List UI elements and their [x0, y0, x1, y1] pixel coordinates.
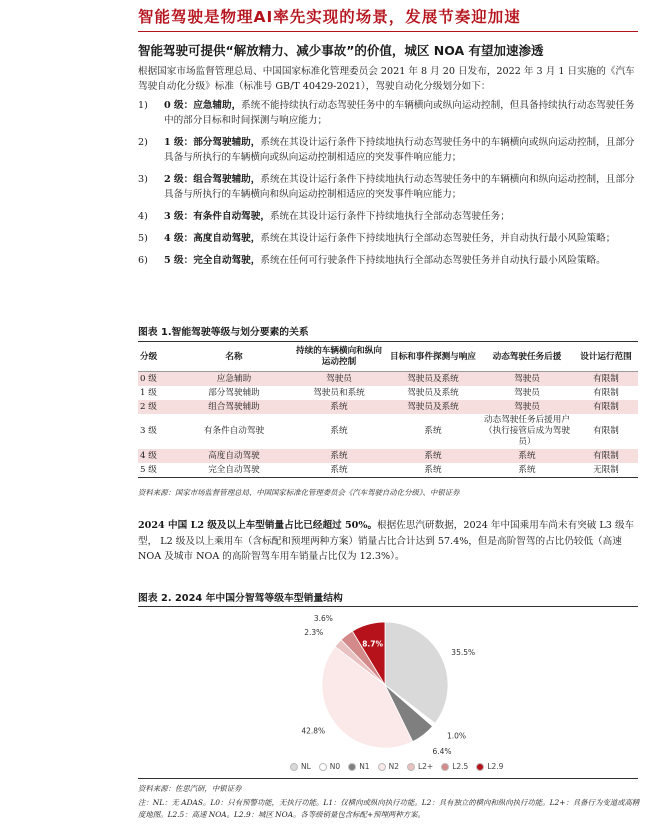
- table-cell: 系统: [292, 400, 386, 414]
- table-row: [138, 414, 638, 449]
- table-cell: 3 级: [140, 426, 157, 436]
- legend-swatch: [348, 763, 356, 771]
- level-item: [138, 231, 638, 246]
- legend-swatch: [476, 763, 484, 771]
- level-description: 系统在其设计运行条件下持续地执行动态驾驶任务中的车辆横向或纵向运动控制，且部分具备与所执行的车辆横向或纵向运动控制相适应的突发事件响应能力；: [164, 137, 635, 163]
- level-item: [138, 135, 638, 165]
- column-header: 分级: [138, 343, 176, 372]
- table-cell: 4 级: [138, 449, 176, 463]
- level-item: [138, 209, 638, 224]
- table-cell: 系统: [424, 426, 442, 436]
- legend-swatch: [319, 763, 327, 771]
- column-header: 名称: [176, 343, 292, 372]
- level-number: 6): [138, 255, 148, 266]
- level-item: [138, 172, 638, 202]
- table-cell: 有限制: [574, 372, 638, 387]
- level-number: 3): [138, 174, 148, 185]
- level-number: 5): [138, 233, 148, 244]
- table-cell: 2 级: [138, 400, 176, 414]
- level-list: [138, 98, 638, 275]
- table-cell: 0 级: [138, 372, 176, 387]
- column-header: 持续的车辆横向和纵向运动控制: [292, 343, 386, 372]
- table-cell: 系统: [292, 449, 386, 463]
- legend-label: L2+: [417, 762, 434, 771]
- legend-swatch: [407, 763, 415, 771]
- table-cell: 动态驾驶任务后援用户（执行接管后成为驾驶员）: [484, 415, 570, 447]
- table-cell: 组合驾驶辅助: [176, 400, 292, 414]
- table-cell: 无限制: [574, 463, 638, 478]
- pie-data-label: 35.5%: [451, 648, 476, 658]
- sales-paragraph: [138, 518, 638, 565]
- pie-data-label: 3.6%: [313, 614, 333, 624]
- level-description: 系统在其设计运行条件下持续地执行动态驾驶任务中的车辆横向和纵向运动控制，且部分具备与所执行的车辆横向和纵向运动控制相适应的突发事件响应能力；: [164, 174, 635, 200]
- level-description: 系统在任何可行驶条件下持续地执行全部动态驾驶任务并自动执行最小风险策略。: [260, 255, 606, 266]
- pie-chart: [138, 610, 638, 760]
- table-cell: 有限制: [574, 449, 638, 463]
- figure1-title: 图表 1.智能驾驶等级与划分要素的关系: [138, 327, 309, 338]
- figure2-rule: [138, 606, 638, 607]
- level-number: 4): [138, 211, 148, 222]
- levels-table: [138, 343, 638, 478]
- page-title: 智能驾驶是物理AI率先实现的场景，发展节奏迎加速: [138, 8, 521, 26]
- table-cell: 系统: [386, 463, 480, 478]
- table-cell: 驾驶员: [480, 400, 574, 414]
- legend-label: N0: [329, 762, 341, 771]
- level-number: 2): [138, 137, 148, 148]
- table-cell: 有限制: [593, 426, 619, 436]
- legend-label: L2.5: [452, 762, 469, 771]
- table-row: [138, 372, 638, 387]
- table-cell: 有条件自动驾驶: [203, 426, 265, 436]
- table-cell: 5 级: [138, 463, 176, 478]
- level-name: 1 级：部分驾驶辅助，: [164, 137, 261, 148]
- pie-data-label: 6.4%: [432, 746, 452, 756]
- table-cell: 驾驶员及系统: [386, 400, 480, 414]
- title-rule: [138, 31, 638, 32]
- column-header: 动态驾驶任务后援: [480, 343, 574, 372]
- figure1-source: 资料来源：国家市场监督管理总局、中国国家标准化管理委员会《汽车驾驶自动化分级》、中银证券: [138, 488, 460, 497]
- level-item: [138, 253, 638, 268]
- legend-item: [290, 762, 311, 771]
- level-name: 4 级：高度自动驾驶，: [164, 233, 261, 244]
- level-description: 系统在其设计运行条件下持续地执行全部动态驾驶任务，并自动执行最小风险策略；: [260, 233, 616, 244]
- legend-item: [348, 762, 369, 771]
- sales-paragraph-text: 根据佐思汽研数据，2024 年中国乘用车尚未有突破 L3 级车型， L2 级及以上乘用车（含标配和预埋两种方案）销量占比合计达到 57.4%，但是高阶智驾的占比仍较低（高速 NOA 及城市 NOA 的高阶智驾车用车销量占比仅为 12.3%）。: [138, 520, 635, 562]
- table-header-row: [138, 343, 638, 372]
- pie-data-label: 8.7%: [362, 639, 384, 649]
- chart-legend: [290, 762, 503, 771]
- table-cell: 部分驾驶辅助: [208, 387, 260, 398]
- legend-label: N2: [388, 762, 399, 771]
- table-row: [138, 386, 638, 400]
- level-name: 3 级：有条件自动驾驶，: [164, 211, 270, 222]
- legend-swatch: [378, 763, 386, 771]
- legend-item: [476, 762, 503, 771]
- table-cell: 系统: [386, 449, 480, 463]
- legend-item: [407, 762, 433, 771]
- level-name: 0 级：应急辅助，: [164, 100, 242, 111]
- level-description: 系统不能持续执行动态驾驶任务中的车辆横向或纵向运动控制，但具备持续执行动态驾驶任务中的部分目标和时间探测与响应能力；: [164, 100, 635, 126]
- level-name: 5 级：完全自动驾驶，: [164, 255, 261, 266]
- table-cell: 驾驶员: [292, 372, 386, 387]
- figure2-note: 注：NL：无 ADAS。L0：只有预警功能，无执行功能。L1：仅横向或纵向执行功能。L2：具有独立的横向和纵向执行功能。L2+：具备行为变道或高精度地图。L2.5：高速 NOA。L2.9：城区 NOA。各等级销量包含标配+预埋两种方案。: [138, 798, 640, 819]
- table-row: [138, 449, 638, 463]
- legend-item: [378, 762, 399, 771]
- table-cell: 系统: [480, 463, 574, 478]
- table-cell: 有限制: [593, 387, 619, 398]
- table-cell: 驾驶员及系统: [386, 372, 480, 387]
- level-item: [138, 98, 638, 128]
- pie-data-label: 2.3%: [304, 627, 324, 637]
- table-cell: 系统: [292, 463, 386, 478]
- table-cell: 高度自动驾驶: [176, 449, 292, 463]
- column-header: 设计运行范围: [574, 343, 638, 372]
- table-cell: 系统: [480, 449, 574, 463]
- table-row: [138, 463, 638, 478]
- level-number: 1): [138, 100, 148, 111]
- table-cell: 驾驶员: [514, 387, 540, 398]
- level-description: 系统在其设计运行条件下持续地执行全部动态驾驶任务；: [269, 211, 510, 222]
- sales-paragraph-lead: 2024 中国 L2 级及以上车型销量占比已经超过 50%。: [138, 520, 378, 531]
- legend-label: N1: [359, 762, 370, 771]
- table-cell: 驾驶员: [480, 372, 574, 387]
- table-cell: 驾驶员和系统: [313, 387, 365, 398]
- level-name: 2 级：组合驾驶辅助，: [164, 174, 261, 185]
- intro-paragraph: 根据国家市场监督管理总局、中国国家标准化管理委员会 2021 年 8 月 20 日发布，2022 年 3 月 1 日实施的《汽车驾驶自动化分级》标准（标准号 GB/T 40429-2021），驾驶自动化分级划分如下：: [138, 66, 635, 92]
- pie-data-label: 1.0%: [447, 731, 467, 741]
- legend-swatch: [290, 763, 298, 771]
- figure2-source: 资料来源：佐思汽研，中银证券: [138, 784, 242, 793]
- figure2-bottom-rule: [138, 778, 638, 779]
- legend-item: [319, 762, 340, 771]
- figure2-title: 图表 2. 2024 年中国分智驾等级车型销量结构: [138, 593, 343, 604]
- table-cell: 驾驶员及系统: [407, 387, 459, 398]
- table-cell: 应急辅助: [176, 372, 292, 387]
- table-cell: 有限制: [574, 400, 638, 414]
- table-row: [138, 400, 638, 414]
- table-cell: 1 级: [140, 387, 157, 398]
- legend-item: [441, 762, 468, 771]
- table-cell: 完全自动驾驶: [176, 463, 292, 478]
- column-header: 目标和事件探测与响应: [386, 343, 480, 372]
- table-cell: 系统: [330, 426, 348, 436]
- legend-label: L2.9: [487, 762, 504, 771]
- figure1-rule: [138, 341, 638, 342]
- legend-swatch: [441, 763, 449, 771]
- legend-label: NL: [301, 762, 311, 771]
- pie-data-label: 42.8%: [301, 726, 326, 736]
- section-heading: 智能驾驶可提供“解放精力、减少事故”的价值，城区 NOA 有望加速渗透: [138, 43, 544, 58]
